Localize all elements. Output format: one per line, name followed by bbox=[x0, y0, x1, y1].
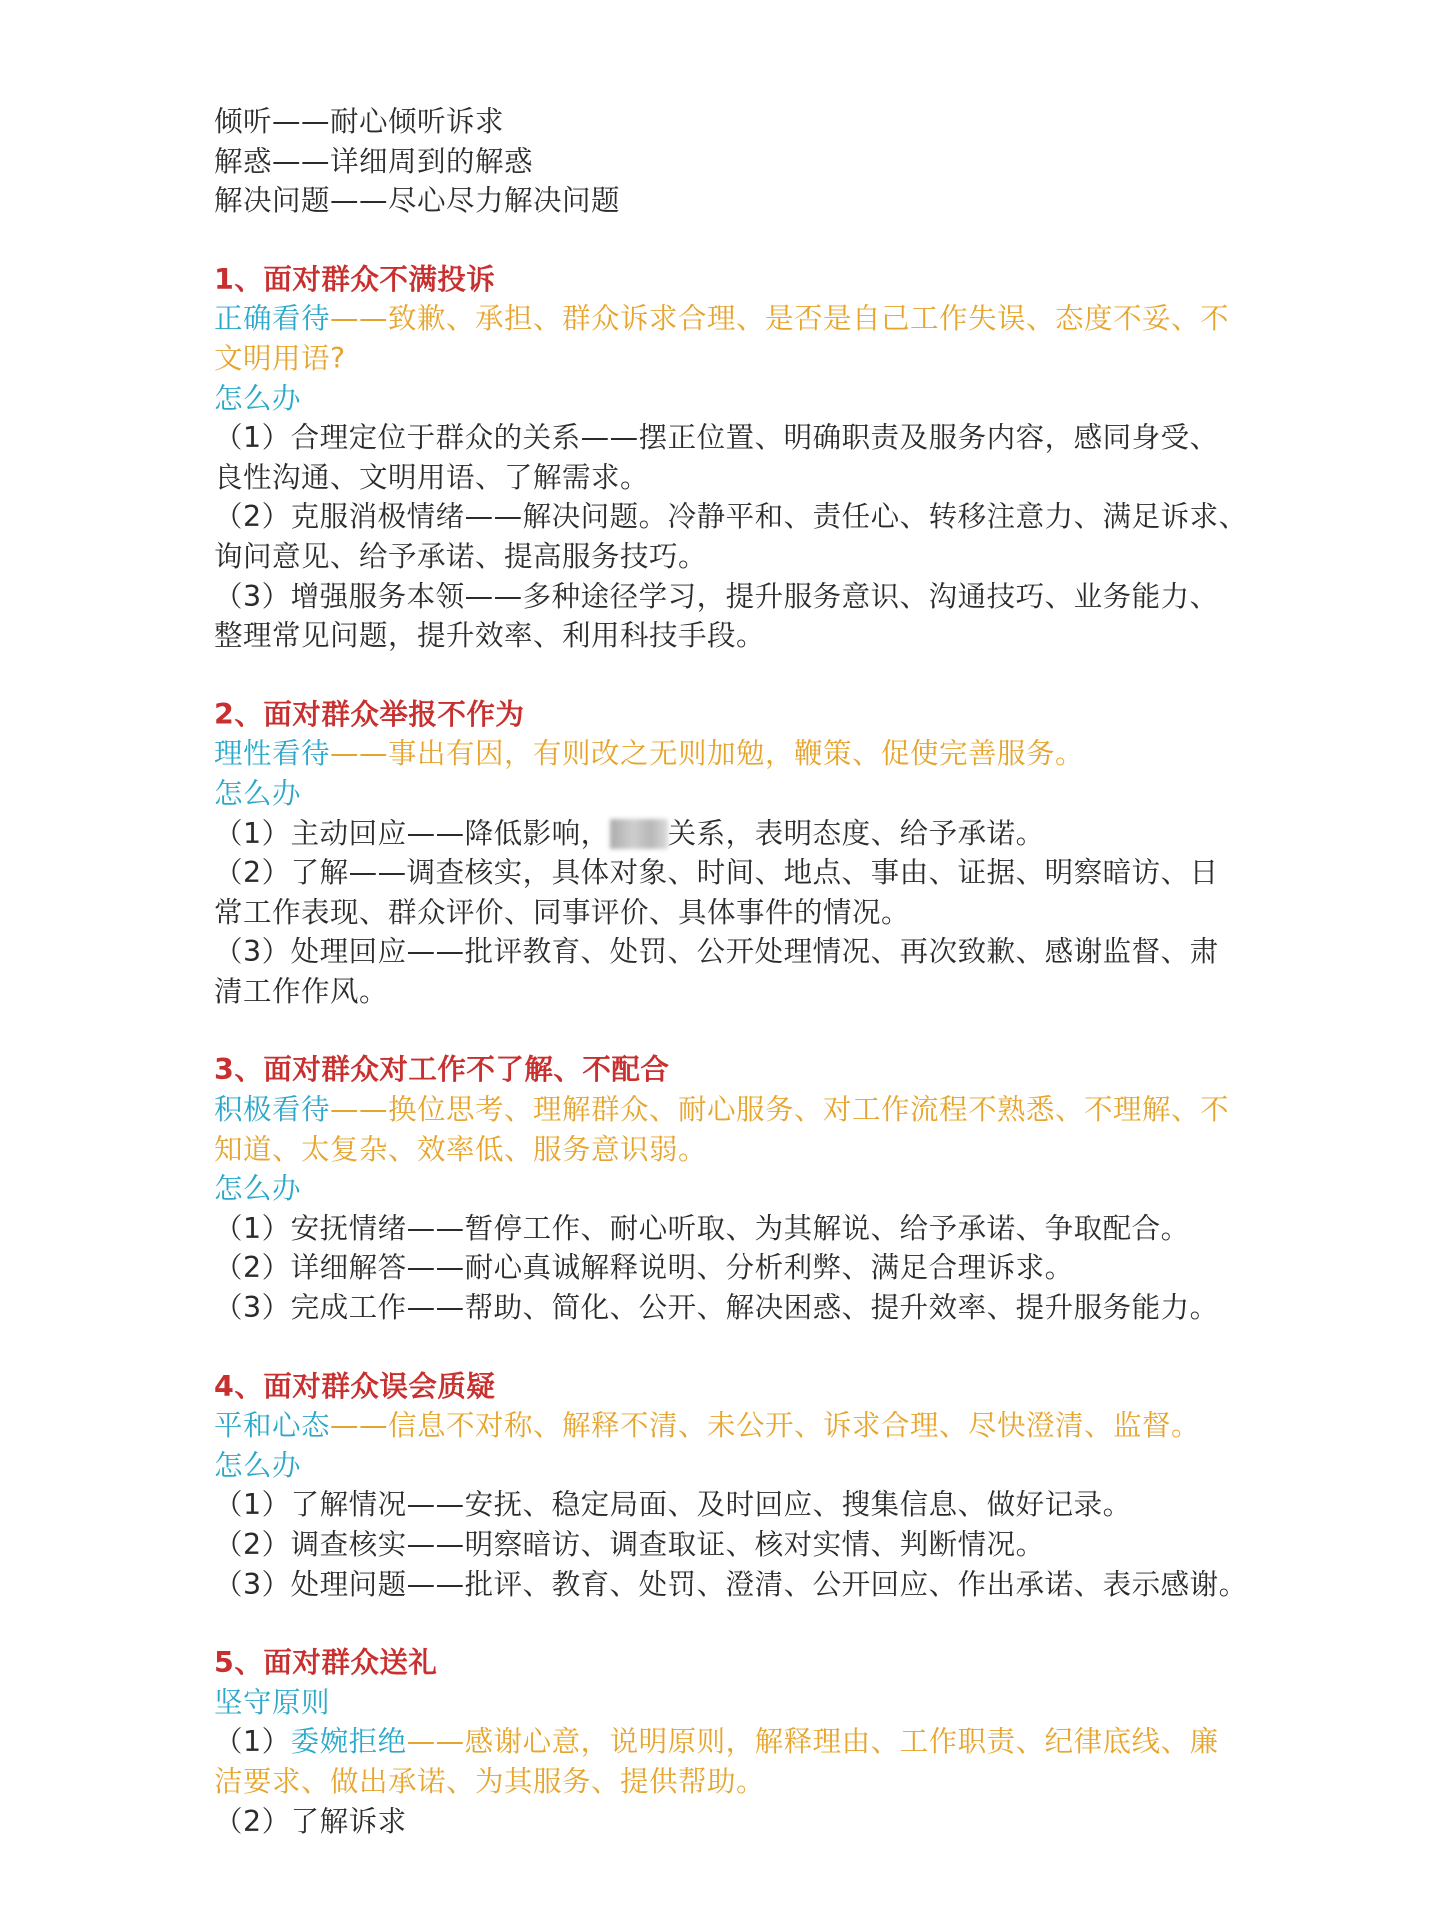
section-heading: 4、面对群众误会质疑 bbox=[214, 1369, 496, 1403]
intro-line: 倾听——耐心倾听诉求 bbox=[214, 105, 505, 138]
lead-text: ——事出有因，有则改之无则加勉，鞭策、促使完善服务。 bbox=[330, 737, 1085, 771]
item-text: 洁要求、做出承诺、为其服务、提供帮助。 bbox=[214, 1764, 766, 1798]
item-text: 询问意见、给予承诺、提高服务技巧。 bbox=[214, 539, 708, 573]
item-number: （3） bbox=[214, 579, 291, 613]
section-heading: 2、面对群众举报不作为 bbox=[214, 697, 525, 731]
blurred-text bbox=[610, 819, 668, 849]
item-text: 处理问题——批评、教育、处罚、澄清、公开回应、作出承诺、表示感谢。 bbox=[290, 1567, 1248, 1601]
item-number: （1） bbox=[214, 1488, 291, 1522]
lead-text: 知道、太复杂、效率低、服务意识弱。 bbox=[214, 1132, 708, 1166]
item-text: 增强服务本领——多种途径学习，提升服务意识、沟通技巧、业务能力、 bbox=[290, 579, 1219, 613]
item-number: （3） bbox=[214, 935, 291, 969]
item-text: 了解——调查核实，具体对象、时间、地点、事由、证据、明察暗访、日 bbox=[290, 856, 1219, 890]
item-text: 合理定位于群众的关系——摆正位置、明确职责及服务内容，感同身受、 bbox=[290, 421, 1219, 455]
intro-block bbox=[214, 102, 1288, 221]
lead-key: 积极看待 bbox=[214, 1093, 331, 1127]
item-text: 清工作作风。 bbox=[214, 974, 389, 1008]
item-text: 处理回应——批评教育、处罚、公开处理情况、再次致歉、感谢监督、肃 bbox=[290, 935, 1219, 969]
item-number: （2） bbox=[214, 1528, 291, 1561]
item-text: 主动回应——降低影响， bbox=[290, 816, 610, 850]
item-text: 了解情况——安抚、稳定局面、及时回应、搜集信息、做好记录。 bbox=[290, 1488, 1132, 1522]
section-2 bbox=[214, 695, 1288, 1012]
item-text: 关系，表明态度、给予承诺。 bbox=[667, 816, 1045, 850]
section-3 bbox=[214, 1050, 1288, 1327]
item-number: （1） bbox=[214, 1211, 291, 1245]
item-number: （1） bbox=[214, 1725, 291, 1759]
item-number: （2） bbox=[214, 856, 291, 890]
item-number: （3） bbox=[214, 1567, 291, 1601]
item-text: 整理常见问题，提升效率、利用科技手段。 bbox=[214, 619, 766, 653]
lead-text: 文明用语? bbox=[214, 341, 346, 375]
item-text: 详细解答——耐心真诚解释说明、分析利弊、满足合理诉求。 bbox=[290, 1251, 1074, 1285]
item-key: 委婉拒绝 bbox=[290, 1725, 407, 1759]
section-1 bbox=[214, 260, 1288, 656]
item-number: （3） bbox=[214, 1291, 291, 1325]
item-text: 常工作表现、群众评价、同事评价、具体事件的情况。 bbox=[214, 895, 911, 929]
item-number: （2） bbox=[214, 1251, 291, 1285]
intro-line: 解惑——详细周到的解惑 bbox=[214, 144, 534, 178]
item-number: （2） bbox=[214, 500, 291, 534]
item-text: 调查核实——明察暗访、调查取证、核对实情、判断情况。 bbox=[290, 1528, 1045, 1561]
how-label: 怎么办 bbox=[214, 776, 302, 810]
item-text: 良性沟通、文明用语、了解需求。 bbox=[214, 460, 650, 494]
item-number: （2） bbox=[214, 1804, 291, 1838]
item-text: 克服消极情绪——解决问题。冷静平和、责任心、转移注意力、满足诉求、 bbox=[290, 500, 1248, 534]
item-number: （1） bbox=[214, 421, 291, 455]
lead-text: ——信息不对称、解释不清、未公开、诉求合理、尽快澄清、监督。 bbox=[330, 1409, 1201, 1443]
section-4 bbox=[214, 1367, 1288, 1605]
lead-key: 正确看待 bbox=[214, 302, 331, 336]
item-text: 了解诉求 bbox=[290, 1804, 407, 1838]
how-label: 怎么办 bbox=[214, 1172, 302, 1206]
item-text: 安抚情绪——暂停工作、耐心听取、为其解说、给予承诺、争取配合。 bbox=[290, 1211, 1190, 1245]
section-5 bbox=[214, 1643, 1288, 1841]
lead-text: ——致歉、承担、群众诉求合理、是否是自己工作失误、态度不妥、不 bbox=[330, 302, 1230, 336]
how-label: 怎么办 bbox=[214, 1448, 302, 1482]
lead-key: 理性看待 bbox=[214, 737, 331, 771]
lead-key: 坚守原则 bbox=[214, 1685, 331, 1719]
how-label: 怎么办 bbox=[214, 381, 302, 415]
item-number: （1） bbox=[214, 816, 291, 850]
section-heading: 3、面对群众对工作不了解、不配合 bbox=[214, 1053, 670, 1087]
item-text: 完成工作——帮助、简化、公开、解决困惑、提升效率、提升服务能力。 bbox=[290, 1291, 1219, 1325]
lead-text: ——换位思考、理解群众、耐心服务、对工作流程不熟悉、不理解、不 bbox=[330, 1093, 1230, 1127]
section-heading: 1、面对群众不满投诉 bbox=[214, 262, 496, 296]
intro-line: 解决问题——尽心尽力解决问题 bbox=[214, 184, 621, 218]
item-text: ——感谢心意，说明原则，解释理由、工作职责、纪律底线、廉 bbox=[406, 1725, 1219, 1759]
lead-key: 平和心态 bbox=[214, 1409, 331, 1443]
section-heading: 5、面对群众送礼 bbox=[214, 1646, 438, 1680]
